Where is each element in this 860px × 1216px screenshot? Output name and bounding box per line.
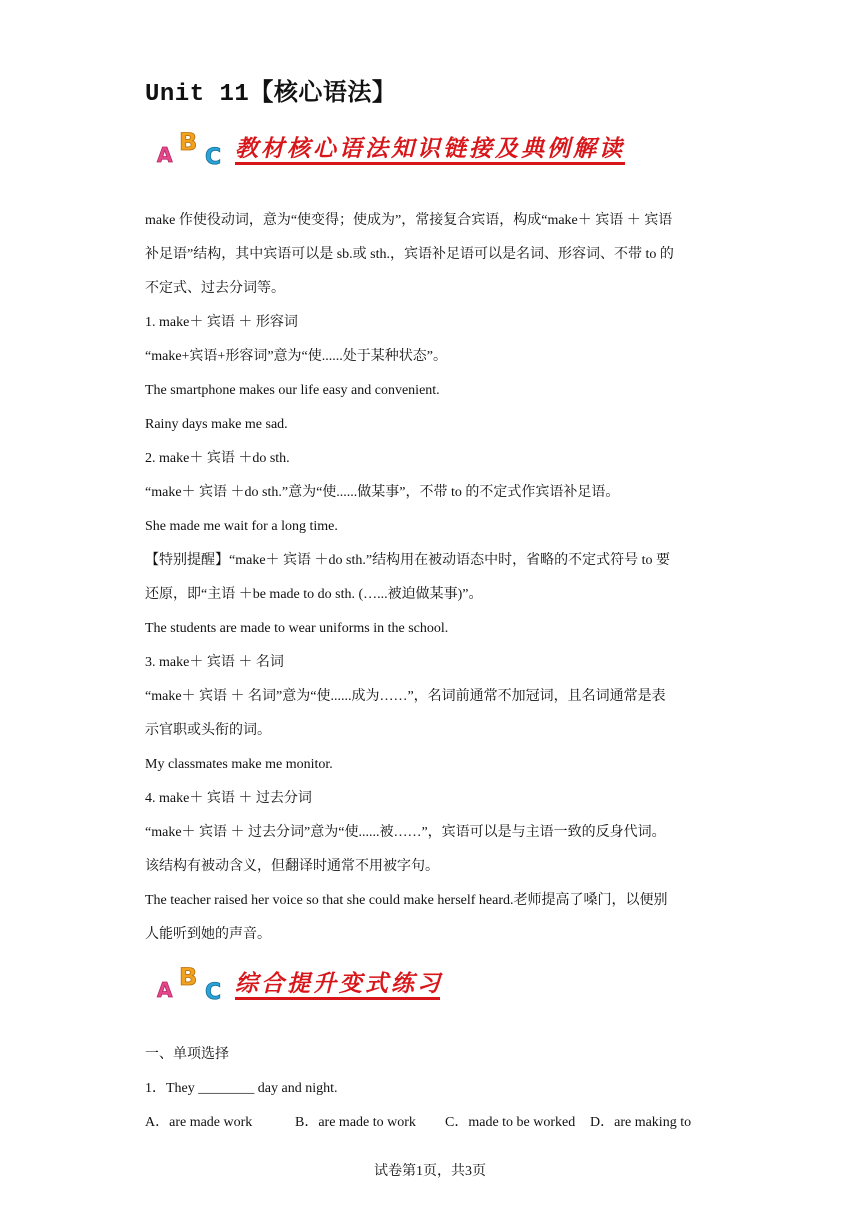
paragraph-line: “make＋ 宾语 ＋ 名词”意为“使......成为……”，名词前通常不加冠词，且名词通常是表 (145, 689, 666, 704)
abc-logo-icon (155, 128, 235, 168)
section-banner-exercise (155, 963, 475, 1003)
option-c[interactable]: C．made to be worked (445, 1115, 576, 1130)
banner-underline (235, 162, 625, 165)
banner-title: 综合提升变式练习 (235, 971, 443, 997)
paragraph-line: 示官职或头衔的词。 (145, 723, 271, 738)
paragraph-line: The teacher raised her voice so that she could make herself heard.老师提高了嗓门，以便别 (145, 893, 668, 908)
paragraph-line: 还原，即“主语 ＋be made to do sth. (…...被迫做某事)”。 (145, 587, 483, 602)
paragraph-line: The smartphone makes our life easy and convenient. (145, 383, 440, 398)
paragraph-line: 【特别提醒】“make＋ 宾语 ＋do sth.”结构用在被动语态中时，省略的不定式符号 to 要 (145, 553, 670, 568)
paragraph-line: “make+宾语+形容词”意为“使......处于某种状态”。 (145, 349, 447, 364)
option-b[interactable]: B．are made to work (295, 1115, 416, 1130)
banner-title: 教材核心语法知识链接及典例解读 (235, 136, 625, 162)
grammar-content (145, 204, 725, 952)
banner-underline (235, 997, 440, 1000)
paragraph-line: My classmates make me monitor. (145, 757, 333, 772)
exercise-content (145, 1038, 735, 1140)
paragraph-line: 4. make＋ 宾语 ＋ 过去分词 (145, 791, 312, 806)
option-a[interactable]: A．are made work (145, 1115, 253, 1130)
page-title: Unit 11【核心语法】 (145, 81, 397, 108)
page-footer: 试卷第1页，共3页 (374, 1164, 486, 1179)
paragraph-line: 补足语”结构，其中宾语可以是 sb.或 sth.，宾语补足语可以是名词、形容词、不带 to 的 (145, 247, 674, 262)
option-d[interactable]: D．are making to (590, 1115, 692, 1130)
svg-text:C: C (205, 980, 222, 1003)
paragraph-line: 2. make＋ 宾语 ＋do sth. (145, 451, 290, 466)
svg-text:C: C (205, 145, 222, 168)
paragraph-line: 人能听到她的声音。 (145, 927, 271, 942)
section-banner-grammar (155, 128, 635, 168)
paragraph-line: 不定式、过去分词等。 (145, 281, 285, 296)
paragraph-line: 1. make＋ 宾语 ＋ 形容词 (145, 315, 298, 330)
abc-logo-icon (155, 963, 235, 1003)
question-stem: 1．They ________ day and night. (145, 1081, 338, 1096)
paragraph-line: 该结构有被动含义，但翻译时通常不用被字句。 (145, 859, 439, 874)
paragraph-line: “make＋ 宾语 ＋do sth.”意为“使......做某事”，不带 to 的不定式作宾语补足语。 (145, 485, 620, 500)
svg-text:B: B (179, 128, 198, 156)
paragraph-line: She made me wait for a long time. (145, 519, 338, 534)
svg-text:A: A (157, 978, 173, 1002)
paragraph-line: 3. make＋ 宾语 ＋ 名词 (145, 655, 284, 670)
paragraph-line: “make＋ 宾语 ＋ 过去分词”意为“使......被……”，宾语可以是与主语一致的反身代词。 (145, 825, 666, 840)
paragraph-line: The students are made to wear uniforms in the school. (145, 621, 449, 636)
svg-text:A: A (157, 143, 173, 167)
exercise-section-title: 一、单项选择 (145, 1047, 229, 1062)
paragraph-line: Rainy days make me sad. (145, 417, 288, 432)
answer-options (145, 1106, 735, 1140)
svg-text:B: B (179, 963, 198, 991)
paragraph-line: make 作使役动词，意为“使变得；使成为”，常接复合宾语，构成“make＋ 宾语 ＋ 宾语 (145, 213, 673, 228)
